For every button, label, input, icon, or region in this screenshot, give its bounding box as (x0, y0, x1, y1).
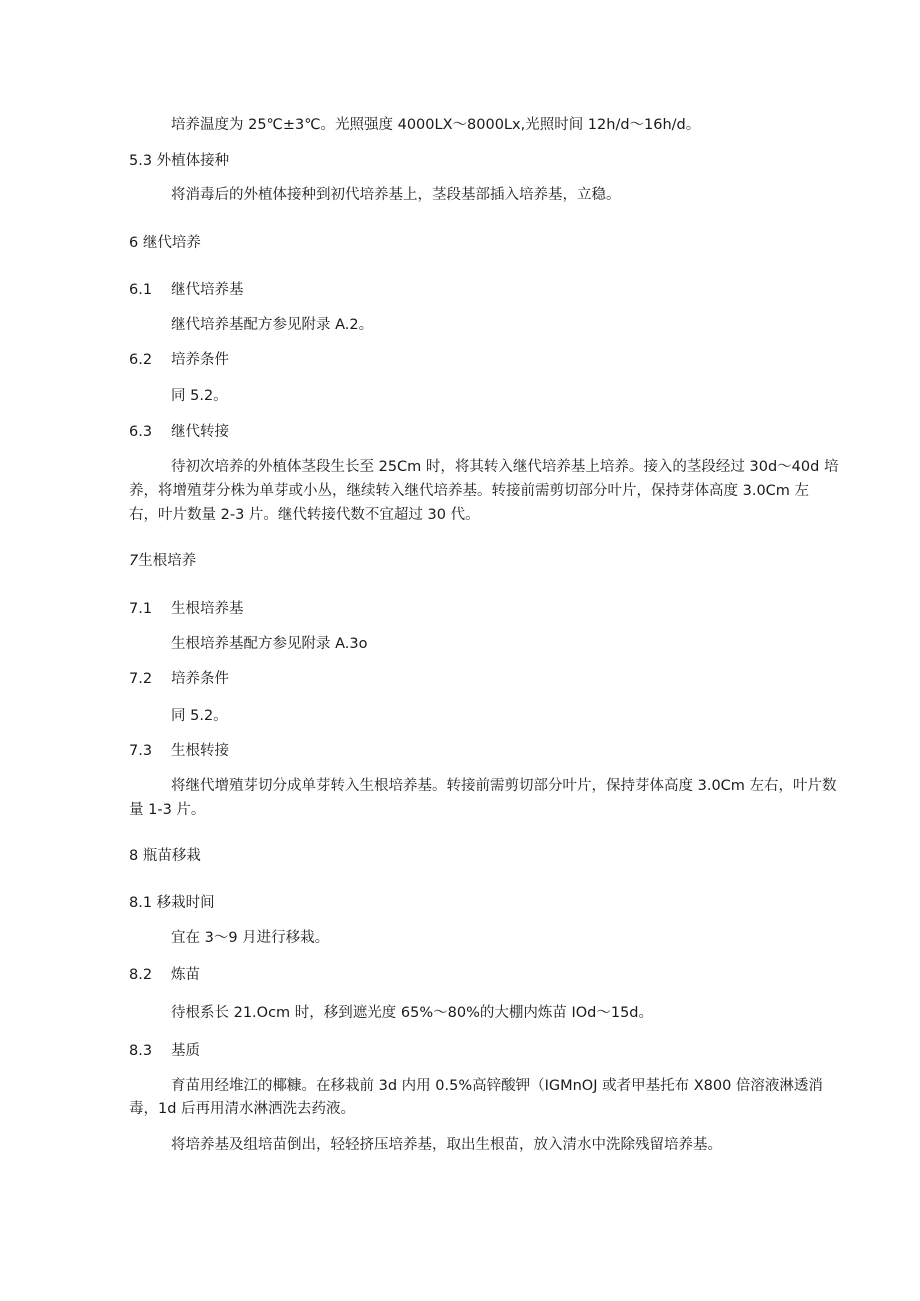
heading-title: 继代转接 (171, 424, 229, 440)
heading-7-1 (129, 599, 244, 619)
heading-title: 生根转接 (171, 743, 229, 759)
heading-number: 8.1 (129, 895, 153, 911)
heading-number: 7.2 (129, 671, 153, 687)
heading-title: 培养条件 (171, 671, 229, 687)
heading-8-1 (129, 893, 215, 913)
heading-title: 瓶苗移栽 (142, 848, 201, 864)
paragraph-subculture-transfer-line-3: 右，叶片数量 2-3 片。继代转接代数不宜超过 30 代。 (129, 507, 480, 523)
paragraph-explant-inoculation: 将消毒后的外植体接种到初代培养基上，茎段基部插入培养基，立稳。 (171, 187, 621, 203)
heading-number: 6.2 (129, 352, 153, 368)
heading-title: 移栽时间 (156, 895, 215, 911)
heading-title: 培养条件 (171, 352, 229, 368)
heading-number: 7.3 (129, 743, 153, 759)
heading-title: 继代培养基 (171, 282, 244, 298)
heading-number: 6 (129, 235, 139, 251)
heading-title: 基质 (171, 1043, 200, 1059)
heading-number: 7 (129, 553, 139, 569)
heading-6-2 (129, 350, 229, 370)
heading-number: 8.2 (129, 967, 153, 983)
heading-number: 8.3 (129, 1043, 153, 1059)
paragraph-substrate-line-1: 育苗用经堆江的椰糠。在移栽前 3d 内用 0.5%高锌酸钾（IGMnOJ 或者甲基托布 X800 倍溶液淋透消 (171, 1078, 823, 1094)
paragraph-transplant-time: 宜在 3～9 月进行移栽。 (171, 930, 330, 946)
heading-number: 6.3 (129, 424, 153, 440)
paragraph-rooting-medium: 生根培养基配方参见附录 A.3o (171, 636, 368, 652)
paragraph-same-as-5-2: 同 5.2。 (171, 388, 228, 404)
heading-title: 生根培养基 (171, 601, 244, 617)
heading-6 (129, 233, 201, 253)
paragraph-subculture-transfer-line-1: 待初次培养的外植体茎段生长至 25Cm 时，将其转入继代培养基上培养。接入的茎段经过 30d～40d 培 (171, 459, 839, 475)
heading-number: 8 (129, 848, 139, 864)
heading-7-2 (129, 669, 229, 689)
paragraph-subculture-medium: 继代培养基配方参见附录 A.2。 (171, 317, 374, 333)
heading-8-2 (129, 965, 200, 985)
paragraph-culture-conditions: 培养温度为 25℃±3℃。光照强度 4000LX～8000Lx,光照时间 12h/d～16h/d。 (171, 117, 701, 133)
paragraph-seedling-removal: 将培养基及组培苗倒出，轻轻挤压培养基，取出生根苗，放入清水中洗除残留培养基。 (171, 1137, 722, 1153)
heading-title: 生根培养 (138, 553, 197, 569)
heading-number: 7.1 (129, 601, 153, 617)
paragraph-subculture-transfer-line-2: 养，将增殖芽分株为单芽或小丛，继续转入继代培养基。转接前需剪切部分叶片，保持芽体高度 3.0Cm 左 (129, 483, 810, 499)
paragraph-substrate-line-2: 毒，1d 后再用清水淋洒洗去药液。 (129, 1101, 356, 1117)
paragraph-hardening: 待根系长 21.Ocm 时，移到遮光度 65%～80%的大棚内炼苗 IOd～15d。 (171, 1005, 654, 1021)
paragraph-same-as-5-2: 同 5.2。 (171, 708, 228, 724)
heading-8 (129, 846, 201, 866)
heading-title: 外植体接种 (156, 153, 230, 169)
heading-5-3 (129, 151, 229, 171)
heading-title: 继代培养 (142, 235, 201, 251)
heading-6-1 (129, 280, 244, 300)
paragraph-rooting-transfer-line-1: 将继代增殖芽切分成单芽转入生根培养基。转接前需剪切部分叶片，保持芽体高度 3.0Cm 左右，叶片数 (171, 778, 837, 794)
heading-6-3 (129, 422, 229, 442)
paragraph-rooting-transfer-line-2: 量 1-3 片。 (129, 802, 206, 818)
heading-7-3 (129, 741, 229, 761)
heading-number: 5.3 (129, 153, 153, 169)
heading-7 (129, 551, 196, 571)
heading-8-3 (129, 1041, 200, 1061)
heading-title: 炼苗 (171, 967, 200, 983)
heading-number: 6.1 (129, 282, 153, 298)
